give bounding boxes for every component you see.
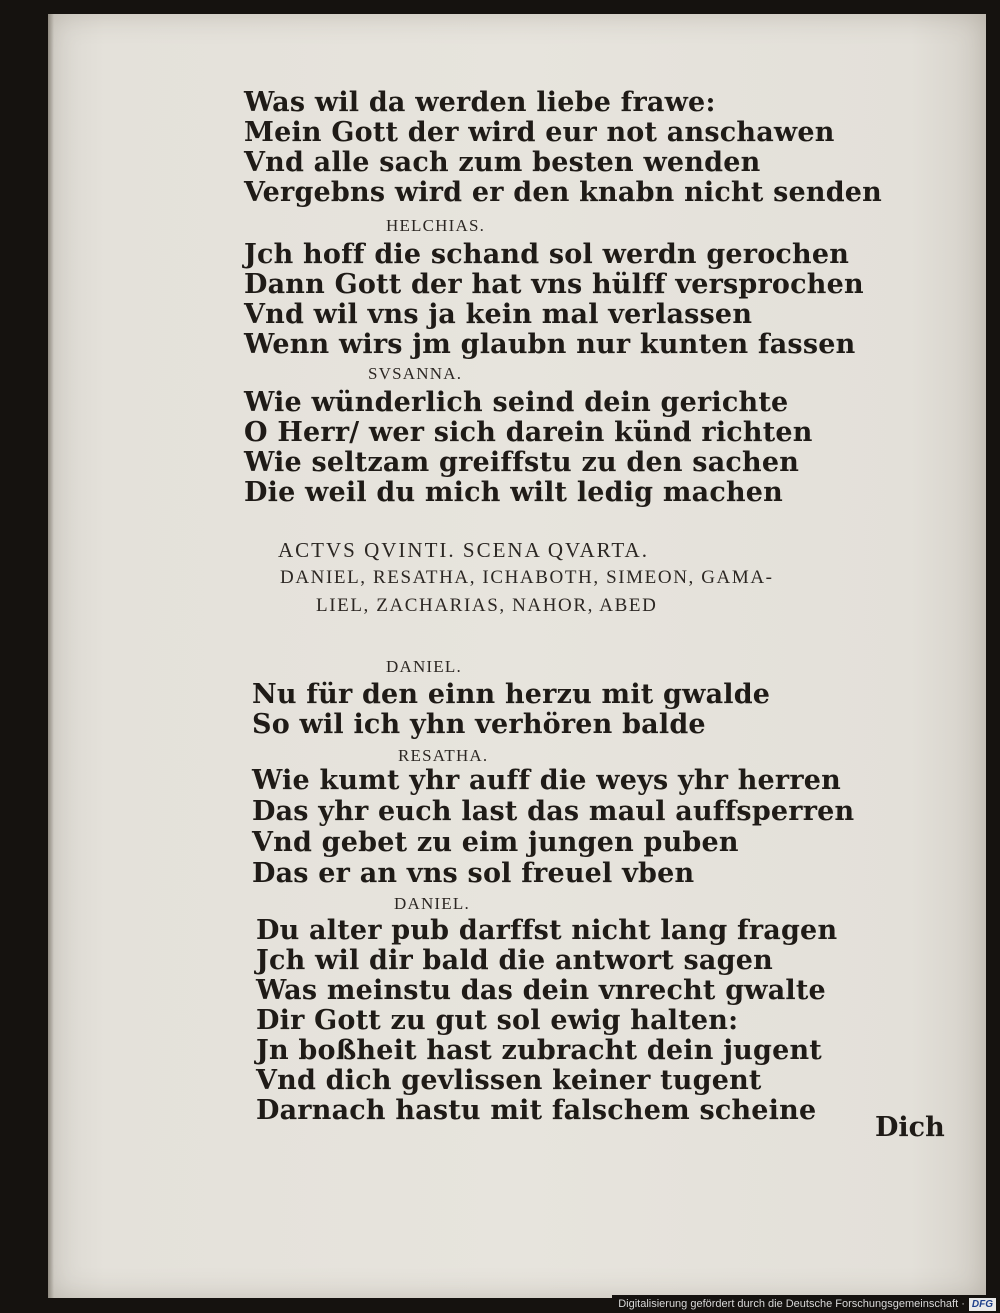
verse-line: Die weil du mich wilt ledig machen xyxy=(244,477,784,508)
verse-line: So wil ich yhn verhören balde xyxy=(252,709,706,740)
verse-line: Darnach hastu mit falschem scheine xyxy=(256,1095,817,1126)
verse-line: Jch hoff die schand sol werdn gerochen xyxy=(244,239,850,270)
catchword: Dich xyxy=(875,1112,945,1143)
page-gutter-shadow xyxy=(48,14,54,1298)
verse-line: Wie wünderlich seind dein gerichte xyxy=(244,387,789,418)
verse-line: Wie seltzam greiffstu zu den sachen xyxy=(244,447,800,478)
verse-line: Vnd dich gevlissen keiner tugent xyxy=(256,1065,762,1096)
speaker-name: RESATHA. xyxy=(398,746,489,765)
verse-line: Das yhr euch last das maul auffsperren xyxy=(252,796,855,827)
speaker-name: HELCHIAS. xyxy=(386,216,486,235)
verse-line: Jch wil dir bald die antwort sagen xyxy=(256,945,773,976)
cast-list: DANIEL, RESATHA, ICHABOTH, SIMEON, GAMA- xyxy=(280,567,774,588)
verse-line: Was meinstu das dein vnrecht gwalte xyxy=(256,975,826,1006)
dfg-logo-icon: DFG xyxy=(969,1298,996,1311)
speaker-name: DANIEL. xyxy=(394,894,470,913)
footer-credit: Digitalisierung gefördert durch die Deutsche Forschungsgemeinschaft · xyxy=(618,1298,965,1310)
verse-line: Das er an vns sol freuel vben xyxy=(252,858,695,889)
verse-line: Vnd gebet zu eim jungen puben xyxy=(252,827,739,858)
verse-line: Was wil da werden liebe frawe: xyxy=(244,87,716,118)
verse-line: Jn boßheit hast zubracht dein jugent xyxy=(256,1035,822,1066)
verse-line: Dann Gott der hat vns hülff versprochen xyxy=(244,269,864,300)
speaker-name: DANIEL. xyxy=(386,657,462,676)
digitization-footer xyxy=(612,1295,1000,1313)
verse-line: Wie kumt yhr auff die weys yhr herren xyxy=(252,765,841,796)
verse-line: Wenn wirs jm glaubn nur kunten fassen xyxy=(244,329,856,360)
verse-line: Vergebns wird er den knabn nicht senden xyxy=(244,177,883,208)
verse-line: Vnd wil vns ja kein mal verlassen xyxy=(244,299,753,330)
verse-line: Dir Gott zu gut sol ewig halten: xyxy=(256,1005,739,1036)
cast-list: LIEL, ZACHARIAS, NAHOR, ABED xyxy=(316,595,658,616)
verse-line: Nu für den einn herzu mit gwalde xyxy=(252,679,771,710)
verse-line: Mein Gott der wird eur not anschawen xyxy=(244,117,835,148)
scene-heading: ACTVS QVINTI. SCENA QVARTA. xyxy=(278,538,649,562)
verse-line: O Herr/ wer sich darein künd richten xyxy=(244,417,813,448)
verse-line: Du alter pub darffst nicht lang fragen xyxy=(256,915,838,946)
verse-line: Vnd alle sach zum besten wenden xyxy=(244,147,761,178)
speaker-name: SVSANNA. xyxy=(368,364,463,383)
